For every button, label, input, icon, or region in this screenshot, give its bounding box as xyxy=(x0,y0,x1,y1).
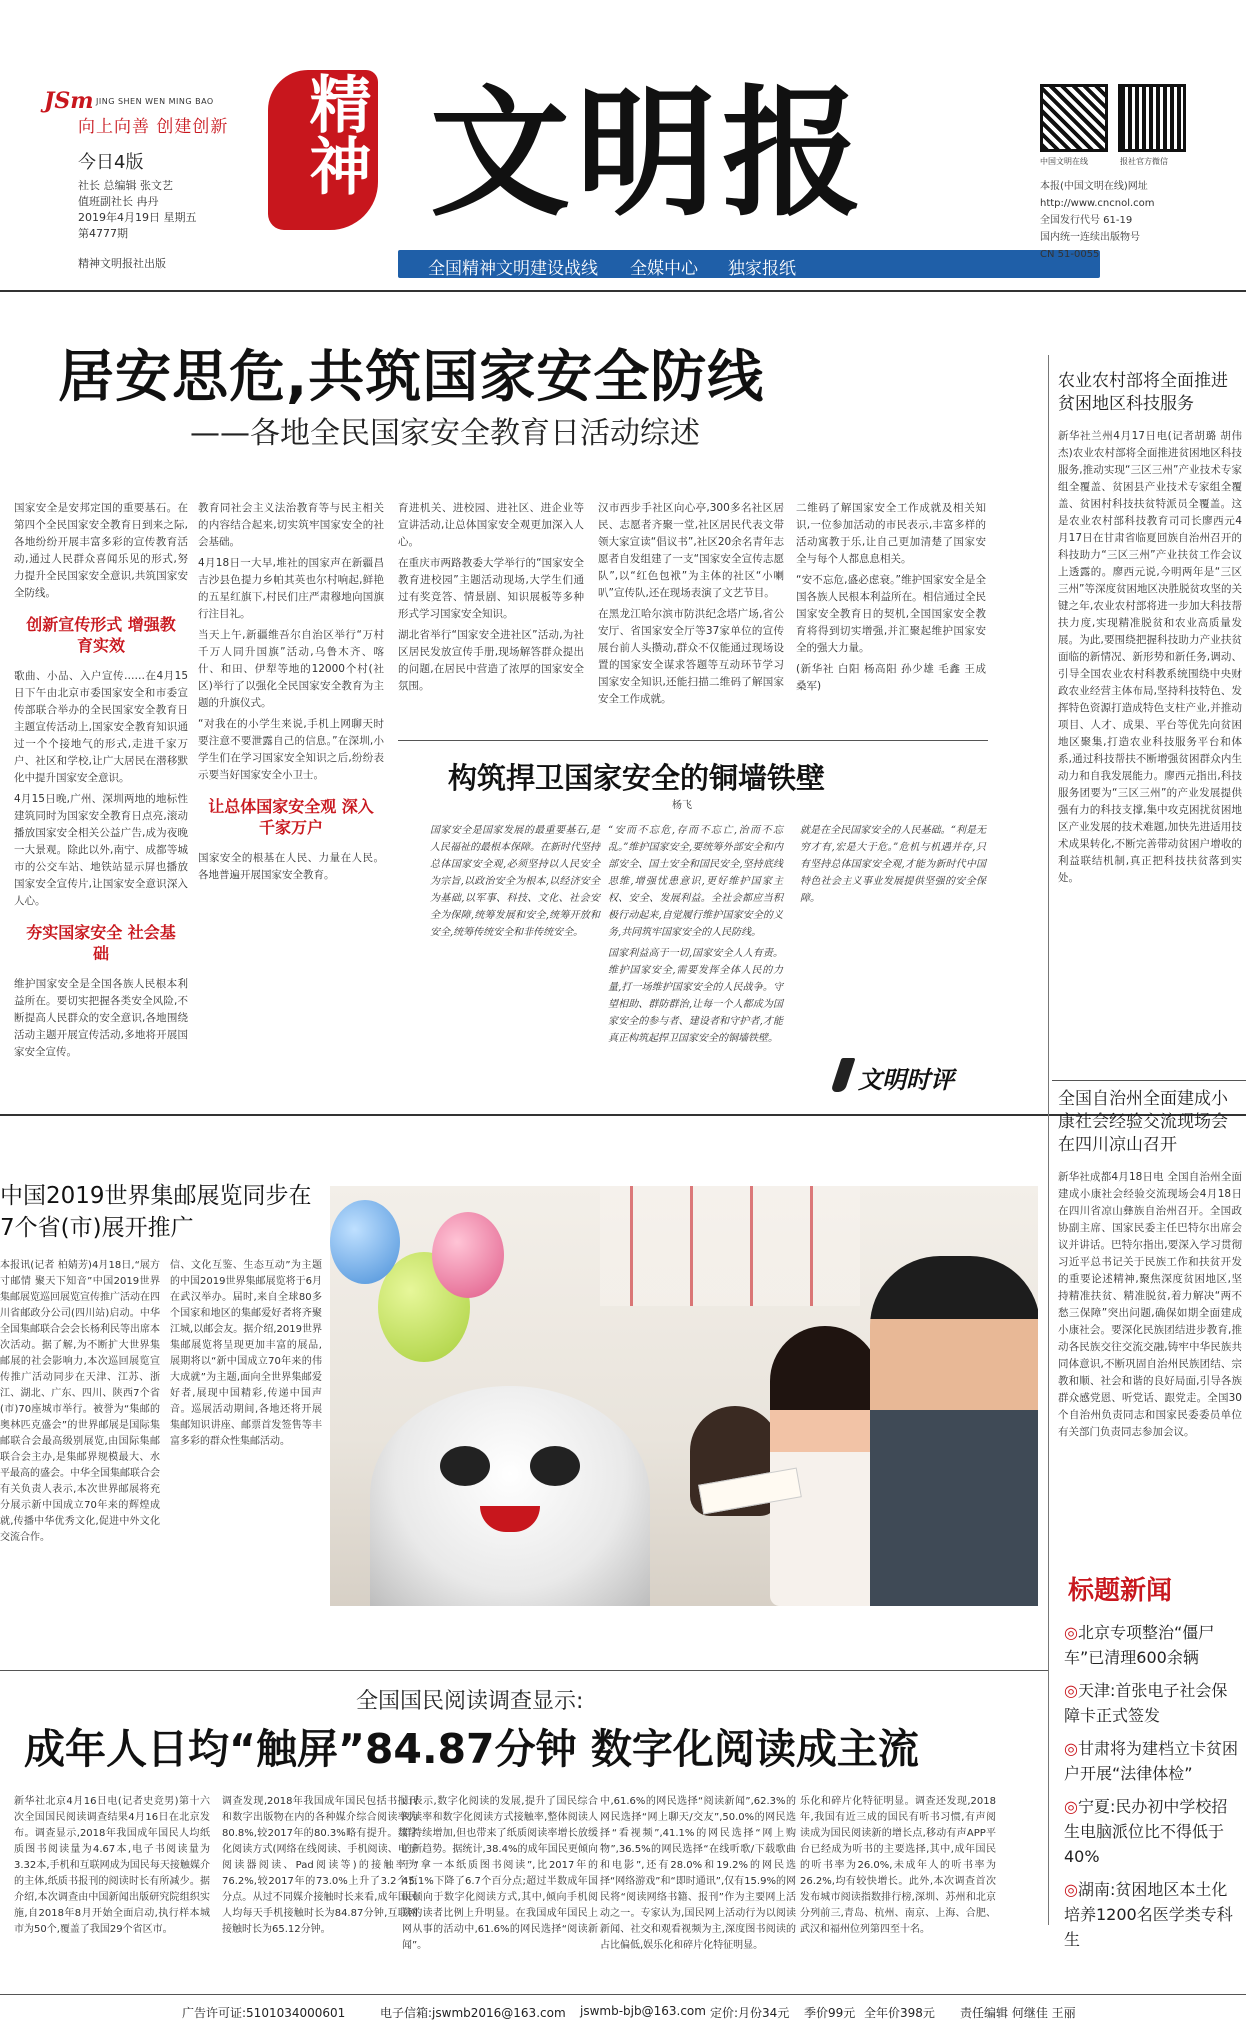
reading-headline: 成年人日均“触屏”84.87分钟 数字化阅读成主流 xyxy=(24,1725,919,1773)
logo-title: 文明报 xyxy=(430,72,869,236)
footer-item: 定价:月份34元 xyxy=(710,2006,790,2020)
bullet-icon: ◎ xyxy=(1064,1681,1078,1700)
qr-label: 中国文明在线 xyxy=(1040,157,1088,166)
footer-item: 广告许可证:5101034000601 xyxy=(182,2006,346,2020)
headline-item[interactable] xyxy=(1064,1736,1239,1786)
brand-pinyin: JING SHEN WEN MING BAO xyxy=(96,97,214,106)
photo-shelf xyxy=(600,1186,860,1306)
photo-balloon xyxy=(330,1200,400,1284)
lead-col3 xyxy=(398,500,584,695)
reading-col3: 山表示,数字化阅读的发展,提升了国民综合阅读率和数字化阅读方式接触率,整体阅读人群持续增加,但也带来了纸质阅读率增长放缓的新趋势。据统计,38.4%的成年国民更倾向于“拿一本纸质图书阅读”,比2017年的45.1%下降了6.7个百分点;超过半数成年国民倾向于数字化阅读方式,其中,倾向手机阅读的读者比例上升明显。在我国成年国民上网从事的活动中,61.6%的网民选择“阅读新闻”。 xyxy=(402,1796,598,1951)
news-title: 农业农村部将全面推进贫困地区科技服务 xyxy=(1058,371,1228,414)
staff-line: 社长 总编辑 张文艺 xyxy=(78,179,173,192)
photo-balloon xyxy=(432,1212,504,1298)
paper-info xyxy=(1040,178,1155,263)
footer-item: 季价99元 xyxy=(804,2006,856,2020)
paragraph: 歌曲、小品、入户宣传……在4月15日下午由北京市委国家安全和市委宣传部联合举办的全民国家安全教育日主题宣传活动上,国家安全教育知识通过一个个接地气的形式,走进千家万户、社区和学校,让广大居民在潜移默化中提升国家安全意识。 xyxy=(14,670,188,784)
photo-person xyxy=(870,1256,1038,1606)
paragraph: 国家安全的根基在人民、力量在人民。各地普遍开展国家安全教育。 xyxy=(198,852,384,881)
bullet-icon: ◎ xyxy=(1064,1739,1078,1758)
paragraph: 4月15日晚,广州、深圳两地的地标性建筑同时为国家安全教育日点亮,滚动播放国家安全相关公益广告,成为夜晚一大景观。除此以外,南宁、成都等城市的公交车站、地铁站显示屏也播放国家安全宣传片,让国家安全意识深入人心。 xyxy=(14,793,188,907)
commentary-col: 国家利益高于一切,国家安全人人有责。维护国家安全,需要发挥全体人民的力量,打一场维护国家安全的人民战争。守望相助、群防群治,让每一个人都成为国家安全的参与者、建设者和守护者,才能真正构筑起捍卫国家安全的铜墙铁壁。 xyxy=(608,948,783,1044)
publisher: 精神文明报社出版 xyxy=(78,257,166,270)
paragraph: 维护国家安全是全国各族人民根本利益所在。要切实把握各类安全风险,不断提高人民群众的安全意识,各地围绕活动主题开展宣传活动,多地将开展国家安全宣传。 xyxy=(14,978,188,1058)
lead-col2 xyxy=(198,500,384,884)
paragraph: 4月18日一大早,堆社的国家声在新疆昌吉沙县色提力乡帕其英也尔村响起,鲜艳的五星红旗下,村民们庄严肃穆地向国旗行注目礼。 xyxy=(198,557,384,620)
headlines-list xyxy=(1064,1620,1239,1952)
bullet-icon: ◎ xyxy=(1064,1623,1078,1642)
reading-col1: 新华社北京4月16日电(记者史竞男)第十六次全国国民阅读调查结果4月16日在北京发布。调查显示,2018年我国成年国民人均纸质图书阅读量为4.67本,电子书阅读量为3.32本,手机和互联网成为国民每天接触媒介的主体,纸质书报刊的阅读时长有所减少。据介绍,本次调查由中国新闻出版研究院组织实施,自2018年8月开始全面启动,执行样本城市为50个,覆盖了我国29个省区市。 xyxy=(14,1796,210,1935)
divider xyxy=(1048,355,1049,1925)
nav-item[interactable]: 全国精神文明建设战线 xyxy=(428,259,598,279)
headline-text: 甘肃将为建档立卡贫困户开展“法律体检” xyxy=(1064,1739,1238,1783)
headlines-box xyxy=(1054,1560,1244,2000)
headline-item[interactable] xyxy=(1064,1794,1239,1869)
divider xyxy=(0,1670,1048,1671)
staff-info xyxy=(78,178,197,242)
photo-mailbox xyxy=(370,1386,650,1606)
pen-icon xyxy=(830,1058,855,1092)
section-subheading: 创新宣传形式 增强教育实效 xyxy=(26,615,176,655)
commentary-col: 就是在全民国家安全的人民基础。“利是无穷才有,宏是大于危。”危机与机遇并存,只有坚持总体国家安全观,才能为新时代中国特色社会主义事业发展提供坚强的安全保障。 xyxy=(800,825,986,904)
byline: (新华社 白阳 杨高阳 孙少雄 毛鑫 王成 桑军) xyxy=(796,663,986,692)
panda-mouth xyxy=(480,1506,540,1532)
commentary-title: 构筑捍卫国家安全的铜墙铁壁 xyxy=(448,761,826,795)
nav-item[interactable]: 全媒中心 xyxy=(630,259,698,279)
footer-item: 电子信箱:jswmb2016@163.com xyxy=(380,2006,566,2020)
headline-item[interactable] xyxy=(1064,1877,1239,1952)
paragraph: 育进机关、进校园、进社区、进企业等宣讲活动,让总体国家安全观更加深入人心。 xyxy=(398,502,584,548)
bullet-icon: ◎ xyxy=(1064,1797,1078,1816)
nav-bar xyxy=(398,250,1100,278)
commentary-col: “安而不忘危,存而不忘亡,治而不忘乱。”维护国家安全,要统筹外部安全和内部安全、国土安全和国民安全,坚持底线思维,增强忧患意识,更好维护国家主权、安全、发展利益。全社会都应当积极行动起来,自觉履行维护国家安全的义务,共同筑牢国家安全的人民防线。 国家利益高于一切,国家安全人人有责。维护国家安全,需要发挥全体人民的力量,打一场维护国家安全的人民战争。守望相助、群防群治,让每一个人都成为国家安全的参与者、建设者和守护者,才能真正构筑起捍卫国家安全的铜墙铁壁。 xyxy=(608,822,783,1047)
footer xyxy=(0,2000,1246,2024)
right-news-1 xyxy=(1058,370,1242,1070)
slogan: 向上向善 创建创新 xyxy=(78,117,229,137)
issue-number: 第4777期 xyxy=(78,227,128,240)
headline-text: 湖南:贫困地区本土化培养1200名医学类专科生 xyxy=(1064,1880,1233,1949)
divider xyxy=(398,740,988,741)
nav-item[interactable]: 独家报纸 xyxy=(728,259,796,279)
stamp-headline: 中国2019世界集邮展览同步在7个省(市)展开推广 xyxy=(0,1183,312,1241)
commentary-author: 杨飞 xyxy=(672,800,692,811)
info-line: 国内统一连续出版物号 xyxy=(1040,232,1140,243)
lead-subhead: ——各地全民国家安全教育日活动综述 xyxy=(190,416,700,451)
reading-col2: 调查发现,2018年我国成年国民包括书报刊和数字出版物在内的各种媒介综合阅读率为80.8%,较2017年的80.3%略有提升。数字化阅读方式(网络在线阅读、手机阅读、电子阅读器阅读、Pad阅读等)的接触率为76.2%,较2017年的73.0%上升了3.2个百分点。从过不同媒介接触时长来看,成年国民人均每天手机接触时长为84.87分钟,互联网接触时长为65.12分钟。 xyxy=(222,1796,418,1935)
paragraph: 二维码了解国家安全工作成就及相关知识,一位参加活动的市民表示,丰富多样的活动寓教于乐,让自己更加清楚了国家安全与每个人都息息相关。 xyxy=(796,502,986,565)
headline-item[interactable] xyxy=(1064,1678,1239,1728)
paragraph: 在重庆市两路教委大学举行的“国家安全教育进校园”主题活动现场,大学生们通过有奖竞答、情景剧、知识展板等多种形式学习国家安全知识。 xyxy=(398,557,584,620)
paragraph: “安不忘危,盛必虑衰。”维护国家安全是全国各族人民根本利益所在。相信通过全民国家安全教育日的契机,全国国家安全教育将得到切实增强,并汇聚起维护国家安全的强大力量。 xyxy=(796,574,986,654)
info-line: 本报(中国文明在线)网址 xyxy=(1040,181,1148,192)
paragraph: 在黑龙江哈尔滨市防洪纪念塔广场,省公安厅、省国家安全厅等37家单位的宣传展台前人头攒动,群众不仅能通过现场设置的国家安全谋求答题等互动环节学习国家安全知识,还能扫描二维码了解国家安全工作成就。 xyxy=(598,608,784,705)
reading-col5: 乐化和碎片化特征明显。调查还发现,2018年,我国有近三成的国民有听书习惯,有声阅读成为国民阅读新的增长点,移动有声APP平台已经成为听书的主要选择,其中,成年国民的听书率为26.0%,未成年人的听书率为26.2%,均有较快增长。此外,本次调查首次发布城市阅读指数排行榜,深圳、苏州和北京分列前三,青岛、杭州、南京、上海、合肥、武汉和福州位列第四至十名。 xyxy=(800,1796,996,1935)
lead-col5 xyxy=(796,500,986,695)
divider xyxy=(0,290,1246,292)
headline-text: 北京专项整治“僵尸车”已清理600余辆 xyxy=(1064,1623,1215,1667)
news-title: 全国自治州全面建成小康社会经验交流现场会在四川凉山召开 xyxy=(1058,1089,1228,1155)
headline-text: 天津:首张电子社会保障卡正式签发 xyxy=(1064,1681,1228,1725)
reading-col4: 中,61.6%的网民选择“阅读新闻”,62.3%的网民选择“网上聊天/交友”,50.0%的网民选择“看视频”,41.1%的网民选择“网上购物”,36.5%的网民选择“在线听歌/下载歌曲和电影”,还有28.0%和19.2%的网民选择“网络游戏”和“即时通讯”,仅有15.9%的网民将“阅读网络书籍、报刊”作为主要网上活动之一。专家认为,国民网上活动行为以阅读新闻、社交和观看视频为主,深度图书阅读的占比偏低,娱乐化和碎片化特征明显。 xyxy=(600,1796,796,1951)
masthead xyxy=(0,0,1246,290)
photo-person xyxy=(770,1326,880,1606)
lead-col4 xyxy=(598,500,784,708)
paragraph: 教育同社会主义法治教育等与民主相关的内容结合起来,切实筑牢国家安全的社会基础。 xyxy=(198,502,384,548)
footer-item: jswmb-bjb@163.com xyxy=(580,2004,706,2018)
paragraph: 湖北省举行“国家安全进社区”活动,为社区居民发放宣传手册,现场解答群众提出的问题,在居民中营造了浓厚的国家安全氛围。 xyxy=(398,629,584,692)
commentary-tag xyxy=(836,1058,986,1094)
brand-mark: JSm xyxy=(44,88,94,114)
info-line: CN 51-0055 xyxy=(1040,249,1100,260)
section-subheading: 让总体国家安全观 深入千家万户 xyxy=(208,797,374,837)
stamp-col2: 信、文化互鉴、生态互动”为主题的中国2019世界集邮展览将于6月在武汉举办。届时,来自全球80多个国家和地区的集邮爱好者将齐聚江城,以邮会友。据介绍,2019世界集邮展览将呈现更加丰富的展品,展期将以“新中国成立70年来的伟大成就”为主题,面向全世界集邮爱好者,展现中国精彩,传递中国声音。巡展活动期间,各地还将开展集邮知识讲座、邮票首发签售等丰富多彩的群众性集邮活动。 xyxy=(170,1260,322,1447)
info-line[interactable]: http://www.cncnol.com xyxy=(1040,198,1155,209)
reading-kicker: 全国国民阅读调查显示: xyxy=(356,1689,584,1714)
paragraph: 新华社成都4月18日电 全国自治州全面建成小康社会经验交流现场会4月18日在四川省凉山彝族自治州召开。全国政协副主席、国家民委主任巴特尔出席会议并讲话。巴特尔指出,要深入学习贯彻习近平总书记关于民族工作和扶贫开发的重要论述精神,聚焦深度贫困地区,坚持精准扶贫、精准脱贫,着力解决“两不愁三保障”突出问题,确保如期全面建成小康社会。要深化民族团结进步教育,推动各民族交往交流交融,铸牢中华民族共同体意识,不断巩固自治州民族团结、宗教和顺、社会和谐的良好局面,引导各族群众感党恩、听党话、跟党走。全国30个自治州负责同志和国家民委委员单位有关部门负责同志参加会议。 xyxy=(1058,1171,1242,1438)
divider xyxy=(1052,1080,1246,1081)
headline-item[interactable] xyxy=(1064,1620,1239,1670)
news-photo xyxy=(330,1186,1038,1606)
commentary-tag-label: 文明时评 xyxy=(858,1065,954,1094)
section-subheading: 夯实国家安全 社会基础 xyxy=(26,923,176,963)
panda-eye xyxy=(530,1446,580,1486)
qr-label: 报社官方微信 xyxy=(1120,157,1168,166)
headlines-title: 标题新闻 xyxy=(1068,1576,1173,1606)
headline-text: 宁夏:民办初中学校招生电脑派位比不得低于40% xyxy=(1064,1797,1228,1866)
bullet-icon: ◎ xyxy=(1064,1880,1078,1899)
today-pages: 今日4版 xyxy=(78,152,144,173)
logo-seal-text: 精神 xyxy=(299,72,372,196)
paragraph: 当天上午,新疆维吾尔自治区举行“万村千万人同升国旗”活动,乌鲁木齐、喀什、和田、伊犁等地的12000个村(社区)举行了以强化全民国家安全教育为主题的升旗仪式。 xyxy=(198,629,384,709)
stamp-col1: 本报讯(记者 柏婧芳)4月18日,“展方寸邮情 聚天下知音”中国2019世界集邮展览巡回展览宣传推广活动在四川省邮政分公司(四川站)启动。中华全国集邮联合会会长杨利民等出席本次活动。据了解,为不断扩大世界集邮展的社会影响力,本次巡回展览宣传推广活动同步在天津、江苏、浙江、湖北、广东、四川、陕西7个省(市)70座城市举行。被誉为“集邮的奥林匹克盛会”的世界邮展是国际集邮联合会最高级别展览,由国际集邮联合会主办,是集邮界规模最大、水平最高的盛会。中华全国集邮联合会有关负责人表示,本次世界邮展将充分展示新中国成立70年来的辉煌成就,传播中华优秀文化,促进中外文化交流合作。 xyxy=(0,1260,160,1543)
right-news-2 xyxy=(1058,1088,1242,1488)
footer-item: 责任编辑 何继佳 王丽 xyxy=(960,2006,1076,2020)
paragraph: “对我在的小学生来说,手机上网聊天时要注意不要泄露自己的信息。”在深圳,小学生们在学习国家安全知识之后,纷纷表示要当好国家安全小卫士。 xyxy=(198,718,384,781)
paragraph: 汉市西步手社区向心亭,300多名社区居民、志愿者齐聚一堂,社区居民代表文带领大家宣读“倡议书”,社区20余名青年志愿者自发组建了一支“国家安全宣传志愿队”,以“红色包袱”为主体的社区“小喇叭”宣传队,还在现场表演了文艺节目。 xyxy=(598,502,784,599)
footer-item: 全年价398元 xyxy=(864,2006,935,2020)
panda-eye xyxy=(440,1446,490,1486)
staff-line: 值班副社长 冉丹 xyxy=(78,195,159,208)
qr-code xyxy=(1118,84,1186,152)
divider xyxy=(0,1994,1246,1995)
paragraph: 新华社兰州4月17日电(记者胡璐 胡伟杰)农业农村部将全面推进贫困地区科技服务,推动实现“三区三州”产业技术专家组全覆盖、贫困县产业技术专家组全覆盖、贫困村科技扶贫特派员全覆盖。这是农业农村部科技教育司司长廖西元4月17日在甘肃省临夏回族自治州召开的科技助力“三区三州”产业扶贫工作会议上透露的。廖西元说,今明两年是“三区三州”等深度贫困地区决胜脱贫攻坚的关键之年,农业农村部将进一步加大科技帮扶力度,实现精准脱贫和农业高质量发展。为此,要围绕把握科技助力产业扶贫面临的新情况、新形势和新任务,调动、引导全国农业农村科教系统围绕中央财政农业经营主体布局,坚持科技特色、发挥特色资源打造成特色支柱产业,并推动项目、人才、成果、平台等优先向贫困地区聚集,打造农业科技服务平台和体系,通过科技帮扶不断增强贫困群众内生动力和自我发展能力。廖西元指出,科技服务团要为“三区三州”的产业发展提供强有力的科技支撑,集中攻克困扰贫困地区产业发展的技术难题,加快先进适用技术成果转化,不断完善带动贫困户增收的利益联结机制,真正把科技扶贫落到实处。 xyxy=(1058,430,1242,884)
info-line: 全国发行代号 61-19 xyxy=(1040,215,1133,226)
commentary-col: 国家安全是国家发展的最重要基石,是人民福祉的最根本保障。在新时代坚持总体国家安全观,必须坚持以人民安全为宗旨,以政治安全为根本,以经济安全为基础,以军事、科技、文化、社会安全为保障,统筹发展和安全,统筹开放和安全,统筹传统安全和非传统安全。 xyxy=(430,825,600,938)
lead-col1 xyxy=(14,500,188,1061)
paragraph: 国家安全是安邦定国的重要基石。在第四个全民国家安全教育日到来之际,各地纷纷开展丰富多彩的宣传教育活动,通过人民群众喜闻乐见的形式,努力提升全民国家安全意识,共筑国家安全防线。 xyxy=(14,502,188,599)
lead-headline: 居安思危,共筑国家安全防线 xyxy=(58,345,765,410)
qr-code xyxy=(1040,84,1108,152)
issue-date: 2019年4月19日 星期五 xyxy=(78,211,197,224)
